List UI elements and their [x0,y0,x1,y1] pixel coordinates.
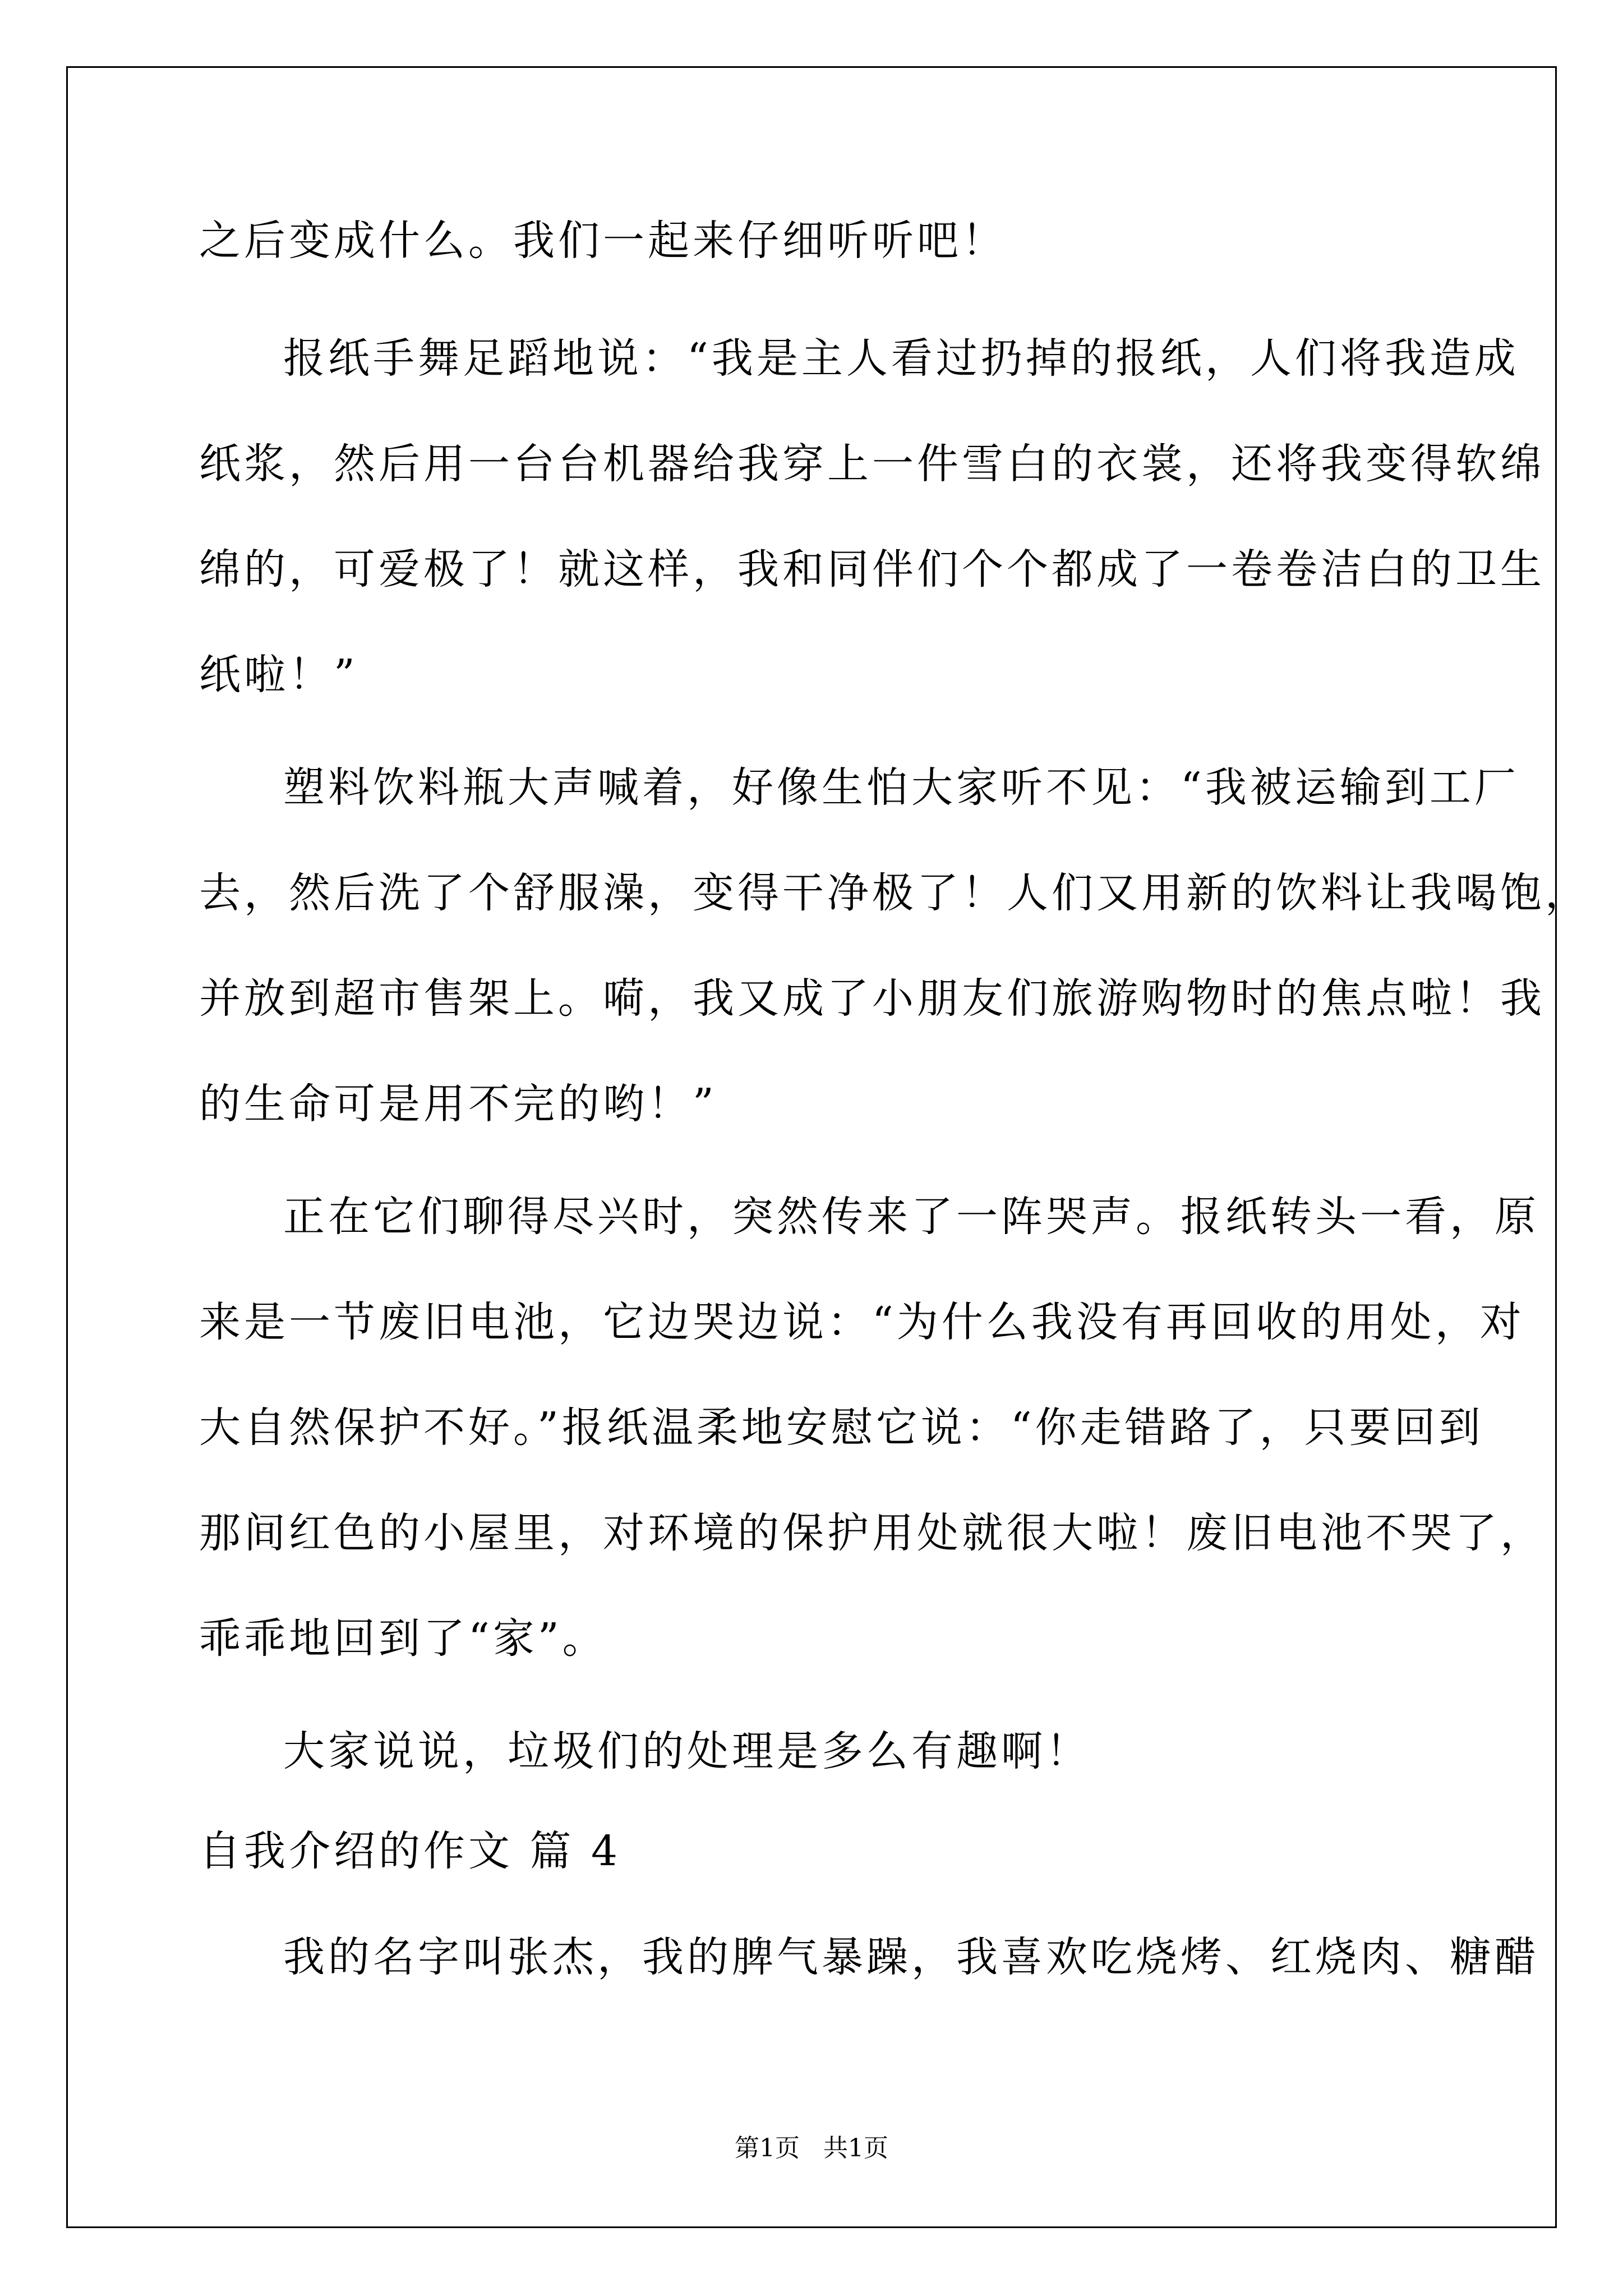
paragraph-line: 纸浆，然后用一台台机器给我穿上一件雪白的衣裳，还将我变得软绵 [199,440,1545,488]
paragraph-line: 大家说说，垃圾们的处理是多么有趣啊！ [283,1727,1091,1775]
paragraph-line: 我的名字叫张杰，我的脾气暴躁，我喜欢吃烧烤、红烧肉、糖醋 [283,1933,1539,1981]
paragraph-line: 纸啦！” [199,651,358,699]
paragraph-line: 正在它们聊得尽兴时，突然传来了一阵哭声。报纸转头一看，原 [283,1193,1539,1241]
paragraph-line: 并放到超市售架上。嗬，我又成了小朋友们旅游购物时的焦点啦！我 [199,974,1545,1023]
paragraph-line: 乖乖地回到了“家”。 [199,1614,607,1663]
paragraph-line: 那间红色的小屋里，对环境的保护用处就很大啦！废旧电池不哭了， [199,1509,1545,1557]
paragraph-line: 的生命可是用不完的哟！” [199,1080,717,1128]
paragraph-line: 大自然保护不好。”报纸温柔地安慰它说：“你走错路了，只要回到 [199,1404,1484,1452]
paragraph-line: 之后变成什么。我们一起来仔细听听吧！ [199,217,1007,265]
paragraph-line: 塑料饮料瓶大声喊着，好像生怕大家听不见：“我被运输到工厂 [283,763,1519,812]
page-footer [0,2132,1623,2165]
page-number: 第1页 [735,2134,800,2162]
section-heading: 自我介绍的作文 篇 4 [199,1827,621,1875]
page-total: 共1页 [823,2134,888,2162]
page-border [66,66,1557,2228]
paragraph-line: 报纸手舞足蹈地说：“我是主人看过扔掉的报纸，人们将我造成 [283,334,1519,383]
paragraph-line: 绵的，可爱极了！就这样，我和同伴们个个都成了一卷卷洁白的卫生 [199,545,1545,593]
paragraph-line: 来是一节废旧电池，它边哭边说：“为什么我没有再回收的用处，对 [199,1298,1525,1346]
paragraph-line: 去，然后洗了个舒服澡，变得干净极了！人们又用新的饮料让我喝饱， [199,869,1590,917]
